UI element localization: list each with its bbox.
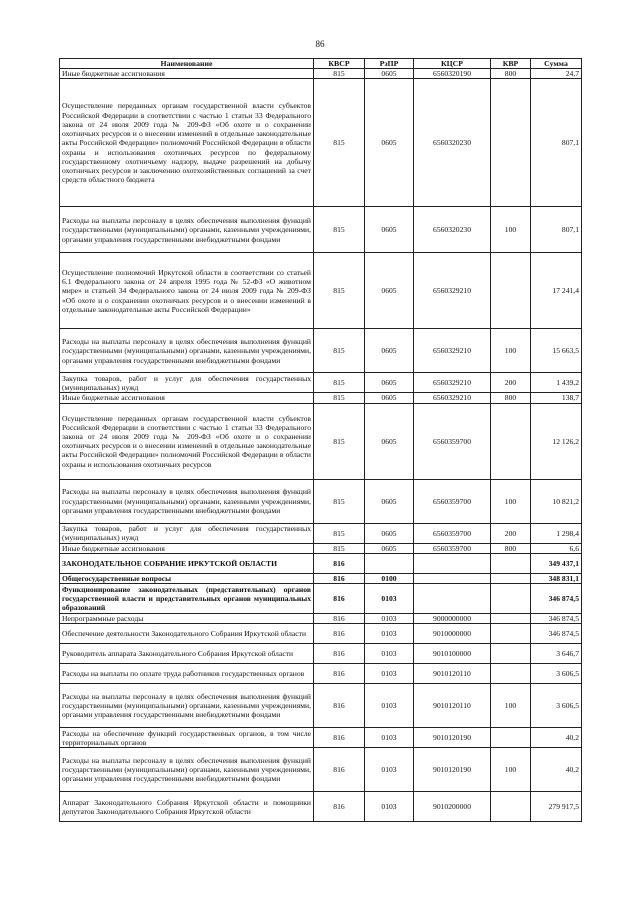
- cell-kvr: [491, 614, 531, 624]
- table-row: [60, 393, 582, 403]
- table-row: [60, 253, 582, 329]
- cell-name: Расходы на выплаты персоналу в целях обеспечения выполнения функций государственными (муниципальными) органами, казенными учреждениями, органами управления государственными внебюджетными фондами: [60, 329, 314, 373]
- table-body: [60, 69, 582, 822]
- header-kvsr: КВСР: [314, 59, 365, 69]
- cell-kvsr: 815: [314, 207, 365, 253]
- cell-rzpr: 0103: [365, 748, 414, 792]
- cell-kcsr: 9010100000: [414, 644, 491, 664]
- cell-kcsr: 9010120190: [414, 728, 491, 748]
- cell-sum: 138,7: [531, 393, 582, 403]
- cell-kcsr: 6560359700: [414, 543, 491, 553]
- cell-kcsr: 6560329210: [414, 393, 491, 403]
- cell-sum: 349 437,1: [531, 553, 582, 573]
- cell-rzpr: 0100: [365, 573, 414, 583]
- cell-rzpr: 0103: [365, 664, 414, 684]
- cell-name: Общегосударственные вопросы: [60, 573, 314, 583]
- cell-rzpr: 0103: [365, 684, 414, 728]
- table-row: [60, 479, 582, 523]
- cell-kcsr: 6560329210: [414, 253, 491, 329]
- cell-kvr: [491, 792, 531, 822]
- table-row: [60, 79, 582, 207]
- cell-kvr: 800: [491, 393, 531, 403]
- cell-name: Расходы на выплаты персоналу в целях обеспечения выполнения функций государственными (муниципальными) органами, казенными учреждениями, органами управления государственными внебюджетными фондами: [60, 479, 314, 523]
- table-row: [60, 684, 582, 728]
- cell-kvr: [491, 79, 531, 207]
- cell-kvr: [491, 664, 531, 684]
- table-row: [60, 584, 582, 614]
- cell-kvr: [491, 644, 531, 664]
- cell-kvsr: 816: [314, 664, 365, 684]
- cell-kvr: 200: [491, 373, 531, 393]
- cell-sum: 17 241,4: [531, 253, 582, 329]
- cell-rzpr: 0605: [365, 479, 414, 523]
- cell-kcsr: 6560320230: [414, 207, 491, 253]
- header-kvr: КВР: [491, 59, 531, 69]
- cell-kvr: 100: [491, 207, 531, 253]
- cell-name: Аппарат Законодательного Собрания Иркутской области и помощники депутатов Законодательного Собрания Иркутской области: [60, 792, 314, 822]
- cell-sum: 6,6: [531, 543, 582, 553]
- header-sum: Сумма: [531, 59, 582, 69]
- cell-kvsr: 815: [314, 543, 365, 553]
- cell-name: Закупка товаров, работ и услуг для обеспечения государственных (муниципальных) нужд: [60, 523, 314, 543]
- cell-name: Расходы на выплаты персоналу в целях обеспечения выполнения функций государственными (муниципальными) органами, казенными учреждениями, органами управления государственными внебюджетными фондами: [60, 748, 314, 792]
- cell-name: Непрограммные расходы: [60, 614, 314, 624]
- cell-kvsr: 816: [314, 614, 365, 624]
- cell-name: Обеспечение деятельности Законодательного Собрания Иркутской области: [60, 624, 314, 644]
- cell-kvsr: 815: [314, 479, 365, 523]
- cell-kcsr: [414, 573, 491, 583]
- cell-rzpr: [365, 553, 414, 573]
- cell-kcsr: 6560359700: [414, 479, 491, 523]
- cell-kvsr: 816: [314, 748, 365, 792]
- cell-sum: 807,1: [531, 79, 582, 207]
- header-rzpr: РзПР: [365, 59, 414, 69]
- cell-kvsr: 816: [314, 644, 365, 664]
- cell-sum: 807,1: [531, 207, 582, 253]
- table-row: [60, 553, 582, 573]
- cell-name: Расходы на обеспечение функций государственных органов, в том числе территориальных органов: [60, 728, 314, 748]
- cell-kcsr: 9010120110: [414, 684, 491, 728]
- cell-kcsr: 9010120190: [414, 748, 491, 792]
- cell-rzpr: 0103: [365, 728, 414, 748]
- cell-rzpr: 0605: [365, 403, 414, 479]
- cell-sum: 348 831,1: [531, 573, 582, 583]
- cell-kcsr: 9010120110: [414, 664, 491, 684]
- cell-kcsr: 9010000000: [414, 624, 491, 644]
- cell-name: Руководитель аппарата Законодательного Собрания Иркутской области: [60, 644, 314, 664]
- cell-rzpr: 0605: [365, 253, 414, 329]
- cell-kcsr: 6560320230: [414, 79, 491, 207]
- cell-kvsr: 815: [314, 253, 365, 329]
- table-row: [60, 69, 582, 79]
- table-row: [60, 748, 582, 792]
- cell-rzpr: 0605: [365, 373, 414, 393]
- cell-kvr: [491, 573, 531, 583]
- cell-kvr: 200: [491, 523, 531, 543]
- cell-kcsr: 6560329210: [414, 329, 491, 373]
- cell-name: ЗАКОНОДАТЕЛЬНОЕ СОБРАНИЕ ИРКУТСКОЙ ОБЛАСТИ: [60, 553, 314, 573]
- cell-sum: 3 646,7: [531, 644, 582, 664]
- cell-kcsr: 9000000000: [414, 614, 491, 624]
- cell-rzpr: 0605: [365, 543, 414, 553]
- cell-kvsr: 815: [314, 373, 365, 393]
- cell-kvsr: 815: [314, 79, 365, 207]
- cell-kcsr: 6560320190: [414, 69, 491, 79]
- cell-kvr: [491, 403, 531, 479]
- table-row: [60, 573, 582, 583]
- cell-sum: 346 874,5: [531, 624, 582, 644]
- cell-kcsr: 6560359700: [414, 403, 491, 479]
- cell-name: Иные бюджетные ассигнования: [60, 393, 314, 403]
- cell-kvr: [491, 253, 531, 329]
- cell-kvr: [491, 624, 531, 644]
- cell-name: Расходы на выплаты персоналу в целях обеспечения выполнения функций государственными (муниципальными) органами, казенными учреждениями, органами управления государственными внебюджетными фондами: [60, 684, 314, 728]
- cell-name: Закупка товаров, работ и услуг для обеспечения государственных (муниципальных) нужд: [60, 373, 314, 393]
- cell-kcsr: [414, 553, 491, 573]
- table-row: [60, 624, 582, 644]
- cell-kvr: 100: [491, 479, 531, 523]
- cell-kcsr: [414, 584, 491, 614]
- table-row: [60, 543, 582, 553]
- page-number: 86: [315, 39, 325, 49]
- cell-rzpr: 0605: [365, 207, 414, 253]
- cell-kvsr: 815: [314, 393, 365, 403]
- budget-table: [59, 58, 582, 822]
- cell-kvsr: 816: [314, 553, 365, 573]
- cell-rzpr: 0605: [365, 79, 414, 207]
- cell-kcsr: 6560359700: [414, 523, 491, 543]
- cell-kvsr: 815: [314, 403, 365, 479]
- cell-rzpr: 0605: [365, 69, 414, 79]
- cell-kvr: 100: [491, 684, 531, 728]
- cell-kvr: 100: [491, 329, 531, 373]
- cell-name: Расходы на выплаты по оплате труда работников государственных органов: [60, 664, 314, 684]
- cell-kvr: 800: [491, 69, 531, 79]
- cell-kvsr: 815: [314, 69, 365, 79]
- cell-sum: 346 874,5: [531, 584, 582, 614]
- cell-sum: 15 663,5: [531, 329, 582, 373]
- header-kcsr: КЦСР: [414, 59, 491, 69]
- cell-rzpr: 0103: [365, 792, 414, 822]
- table-row: [60, 728, 582, 748]
- cell-name: Иные бюджетные ассигнования: [60, 69, 314, 79]
- cell-rzpr: 0605: [365, 329, 414, 373]
- cell-kvsr: 815: [314, 329, 365, 373]
- table-header-row: [60, 59, 582, 69]
- cell-name: Осуществление полномочий Иркутской области в соответствии со статьей 6.1 Федерального закона от 24 апреля 1995 года № 52-ФЗ «О животном мире» и статьей 34 Федерального закона от 24 июля 2009 года № 209-ФЗ «Об охоте и о сохранении охотничьих ресурсов и о внесении изменений в отдельные законодательные акты Российской Федерации»: [60, 253, 314, 329]
- cell-kvr: [491, 584, 531, 614]
- cell-sum: 40,2: [531, 728, 582, 748]
- cell-rzpr: 0103: [365, 584, 414, 614]
- cell-name: Функционирование законодательных (представительных) органов государственной власти и представительных органов муниципальных образований: [60, 584, 314, 614]
- cell-rzpr: 0605: [365, 523, 414, 543]
- cell-kcsr: 9010200000: [414, 792, 491, 822]
- cell-sum: 12 126,2: [531, 403, 582, 479]
- table-row: [60, 792, 582, 822]
- cell-kvsr: 816: [314, 792, 365, 822]
- header-name: Наименование: [60, 59, 314, 69]
- cell-sum: 3 606,5: [531, 664, 582, 684]
- cell-kvr: 100: [491, 748, 531, 792]
- table-row: [60, 644, 582, 664]
- table-row: [60, 664, 582, 684]
- cell-kvsr: 816: [314, 728, 365, 748]
- cell-kvsr: 816: [314, 573, 365, 583]
- table-row: [60, 329, 582, 373]
- cell-name: Иные бюджетные ассигнования: [60, 543, 314, 553]
- cell-rzpr: 0103: [365, 614, 414, 624]
- table-row: [60, 614, 582, 624]
- table-row: [60, 207, 582, 253]
- cell-kvr: [491, 553, 531, 573]
- cell-rzpr: 0103: [365, 624, 414, 644]
- cell-sum: 24,7: [531, 69, 582, 79]
- cell-sum: 346 874,5: [531, 614, 582, 624]
- cell-sum: 3 606,5: [531, 684, 582, 728]
- cell-rzpr: 0605: [365, 393, 414, 403]
- cell-kvr: [491, 728, 531, 748]
- cell-sum: 1 298,4: [531, 523, 582, 543]
- cell-kcsr: 6560329210: [414, 373, 491, 393]
- cell-name: Осуществление переданных органам государственной власти субъектов Российской Федерации в соответствии с частью 1 статьи 33 Федерального закона от 24 июля 2009 года № 209-ФЗ «Об охоте и о сохранении охотничьих ресурсов и о внесении изменений в отдельные законодательные акты Российской Федерации» полномочий Российской Федерации в области охраны и использования охотничьих ресурсов по федеральному государственному охотничьему надзору, выдаче разрешений на добычу охотничьих ресурсов и заключению охотхозяйственных соглашений за счет средств областного бюджета: [60, 79, 314, 207]
- cell-sum: 40,2: [531, 748, 582, 792]
- cell-kvsr: 815: [314, 523, 365, 543]
- table-row: [60, 373, 582, 393]
- table-row: [60, 403, 582, 479]
- cell-kvsr: 816: [314, 584, 365, 614]
- cell-name: Осуществление переданных органам государственной власти субъектов Российской Федерации в соответствии с частью 1 статьи 33 Федерального закона от 24 июля 2009 года № 209-ФЗ «Об охоте и о сохранении охотничьих ресурсов и о внесении изменений в отдельные законодательные акты Российской Федерации» полномочий Российской Федерации в области охраны и использования охотничьих ресурсов: [60, 403, 314, 479]
- cell-rzpr: 0103: [365, 644, 414, 664]
- cell-kvsr: 816: [314, 624, 365, 644]
- table-row: [60, 523, 582, 543]
- cell-kvsr: 816: [314, 684, 365, 728]
- cell-kvr: 800: [491, 543, 531, 553]
- cell-name: Расходы на выплаты персоналу в целях обеспечения выполнения функций государственными (муниципальными) органами, казенными учреждениями, органами управления государственными внебюджетными фондами: [60, 207, 314, 253]
- cell-sum: 1 439,2: [531, 373, 582, 393]
- cell-sum: 279 917,5: [531, 792, 582, 822]
- cell-sum: 10 821,2: [531, 479, 582, 523]
